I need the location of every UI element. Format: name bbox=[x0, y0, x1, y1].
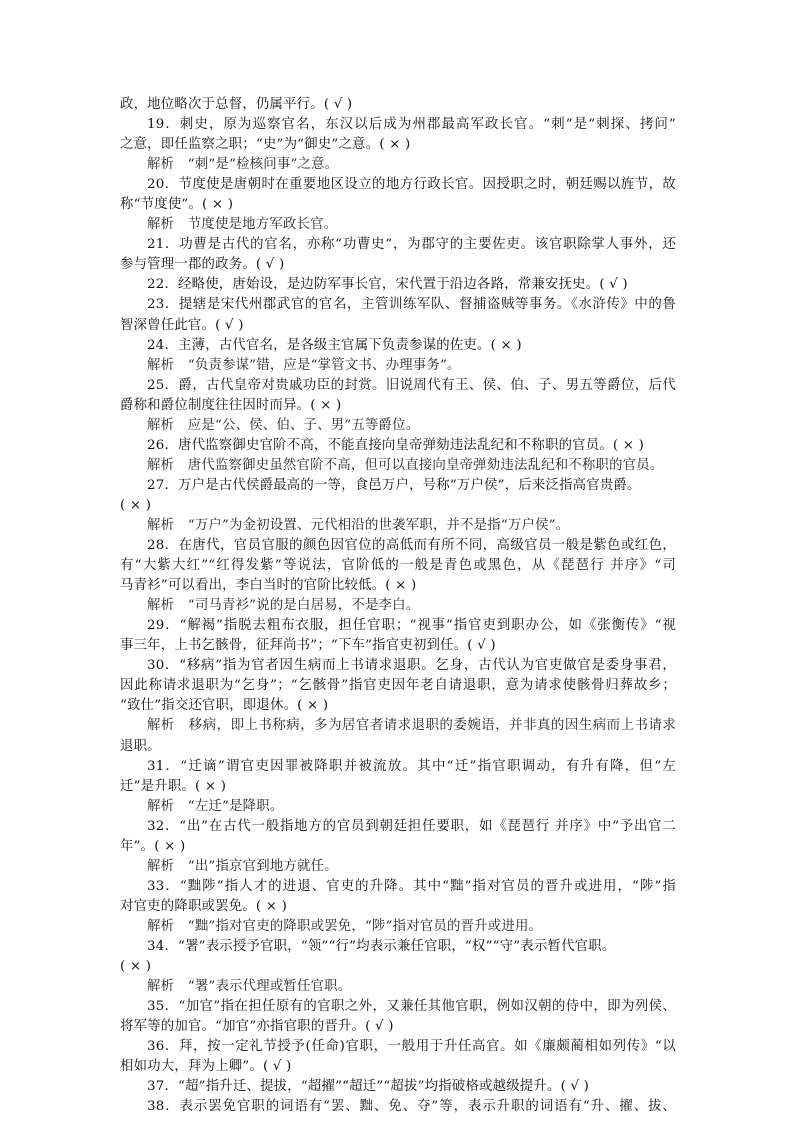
text-line: 之意，即任监察之职；“史”为“御史”之意。( × ) bbox=[120, 137, 411, 153]
text-line: 将军等的加官。“加官”亦指官职的晋升。( √ ) bbox=[120, 1019, 394, 1035]
text-line: 30．“移病”指为官者因生病而上书请求退职。乞身，古代认为官吏做官是委身事君， bbox=[147, 658, 676, 674]
text-line: 20．节度使是唐朝时在重要地区设立的地方行政长官。因授职之时，朝廷赐以旌节，故 bbox=[147, 177, 676, 193]
text-line: 参与管理一郡的政务。( √ ) bbox=[120, 257, 285, 273]
text-line: 年”。( × ) bbox=[120, 838, 186, 854]
text-line: 解析 唐代监察御史虽然官阶不高，但可以直接向皇帝弹劾违法乱纪和不称职的官员。 bbox=[147, 457, 664, 473]
text-line: “致仕”指交还官职，即退休。( × ) bbox=[120, 698, 329, 714]
text-line: 称“节度使”。( × ) bbox=[120, 197, 234, 213]
text-line: 27．万户是古代侯爵最高的一等，食邑万户，号称“万户侯”，后来泛指高官贵爵。 bbox=[147, 477, 641, 493]
text-line: 22．经略使，唐始设，是边防军事长官，宋代置于沿边各路，常兼安抚史。( √ ) bbox=[147, 277, 628, 293]
text-line: 退职。 bbox=[120, 738, 161, 754]
text-line: 解析 “黜”指对官吏的降职或罢免，“陟”指对官员的晋升或进用。 bbox=[147, 918, 543, 934]
text-line: 25．爵，古代皇帝对贵戚功臣的封赏。旧说周代有王、侯、伯、子、男五等爵位，后代 bbox=[147, 377, 676, 393]
text-line: 38．表示罢免官职的词语有“罢、黜、免、夺”等，表示升职的词语有“升、擢、拔、 bbox=[147, 1099, 676, 1115]
document-body bbox=[120, 95, 676, 1117]
text-line: 37．“超”指升迁、提拔，“超擢”“超迁”“超拔”均指破格或越级提升。( √ ) bbox=[147, 1079, 590, 1095]
text-line: 23．提辖是宋代州郡武官的官名，主管训练军队、督捕盗贼等事务。《水浒传》中的鲁 bbox=[147, 297, 676, 313]
text-line: 21．功曹是古代的官名，亦称“功曹史”，为郡守的主要佐吏。该官职除掌人事外，还 bbox=[147, 237, 676, 253]
text-line: 政，地位略次于总督，仍属平行。( √ ) bbox=[120, 97, 353, 112]
text-line: 33．“黜陟”指人才的进退、官吏的升降。其中“黜”指对官员的晋升或进用，“陟”指 bbox=[147, 878, 676, 894]
text-line: 解析 “出”指京官到地方就任。 bbox=[147, 858, 338, 874]
text-line: ( × ) bbox=[120, 497, 152, 513]
text-line: 爵称和爵位制度往往因时而异。( × ) bbox=[120, 397, 342, 413]
text-line: 26．唐代监察御史官阶不高，不能直接向皇帝弹劾违法乱纪和不称职的官员。( × ) bbox=[147, 437, 645, 453]
text-line: 迁”是升职。( × ) bbox=[120, 778, 227, 794]
text-line: 解析 “刺”是“检核问事”之意。 bbox=[147, 157, 339, 173]
text-line: 马青衫”可以看出，李白当时的官阶比较低。( × ) bbox=[120, 578, 417, 594]
text-line: 相如功大，拜为上卿”。( √ ) bbox=[120, 1059, 292, 1075]
text-line: 解析 “司马青衫”说的是白居易，不是李白。 bbox=[147, 598, 420, 614]
text-line: 29．“解褐”指脱去粗布衣服，担任官职；“视事”指官吏到职办公，如《张衡传》“视 bbox=[147, 618, 676, 634]
text-line: 28．在唐代，官员官服的颜色因官位的高低而有所不同，高级官员一般是紫色或红色， bbox=[147, 538, 676, 554]
text-line: 19．刺史，原为巡察官名，东汉以后成为州郡最高军政长官。“刺”是“刺探、拷问” bbox=[147, 117, 676, 133]
text-line: 35．“加官”指在担任原有的官职之外，又兼任其他官职，例如汉朝的侍中，即为列侯、 bbox=[147, 999, 676, 1015]
text-line: 解析 “左迁”是降职。 bbox=[147, 798, 284, 814]
text-line: 解析 节度使是地方军政长官。 bbox=[147, 217, 338, 233]
text-line: 解析 “负责参谋”错，应是“掌管文书、办理事务”。 bbox=[147, 357, 461, 373]
text-line: 解析 “署”表示代理或暂任官职。 bbox=[147, 979, 352, 995]
text-line: ( × ) bbox=[120, 959, 152, 975]
text-line: 36．拜，按一定礼节授予(任命)官职，一般用于升任高官。如《廉颇蔺相如列传》“以 bbox=[147, 1039, 676, 1055]
text-line: 解析 “万户”为金初设置、元代相沿的世袭军职，并不是指“万户侯”。 bbox=[147, 517, 570, 533]
text-line: 31．“迁谪”谓官吏因罪被降职并被流放。其中“迁”指官职调动，有升有降，但“左 bbox=[147, 758, 676, 774]
text-line: 事三年，上书乞骸骨，征拜尚书”；“下车”指官吏初到任。( √ ) bbox=[120, 638, 496, 654]
text-line: 34．“署”表示授予官职，“领”“行”均表示兼任官职，“权”“守”表示暂代官职。 bbox=[147, 938, 616, 954]
text-line: 32．“出”在古代一般指地方的官员到朝廷担任要职，如《琵琶行 并序》中“予出官二 bbox=[147, 818, 676, 834]
text-line: 因此称请求退职为“乞身”；“乞骸骨”指官吏因年老自请退职，意为请求使骸骨归葬故乡； bbox=[120, 678, 676, 694]
text-line: 智深曾任此官。( √ ) bbox=[120, 317, 244, 333]
text-line: 对官吏的降职或罢免。( × ) bbox=[120, 898, 288, 914]
text-line: 24．主薄，古代官名，是各级主官属下负责参谋的佐吏。( × ) bbox=[147, 337, 522, 353]
text-line: 有“大紫大红”“红得发紫”等说法，官阶低的一般是青色或黑色，从《琵琶行 并序》“司 bbox=[120, 558, 676, 574]
text-line: 解析 应是“公、侯、伯、子、男”五等爵位。 bbox=[147, 417, 420, 433]
text-line: 解析 移病，即上书称病，多为居官者请求退职的委婉语，并非真的因生病而上书请求 bbox=[147, 718, 676, 734]
